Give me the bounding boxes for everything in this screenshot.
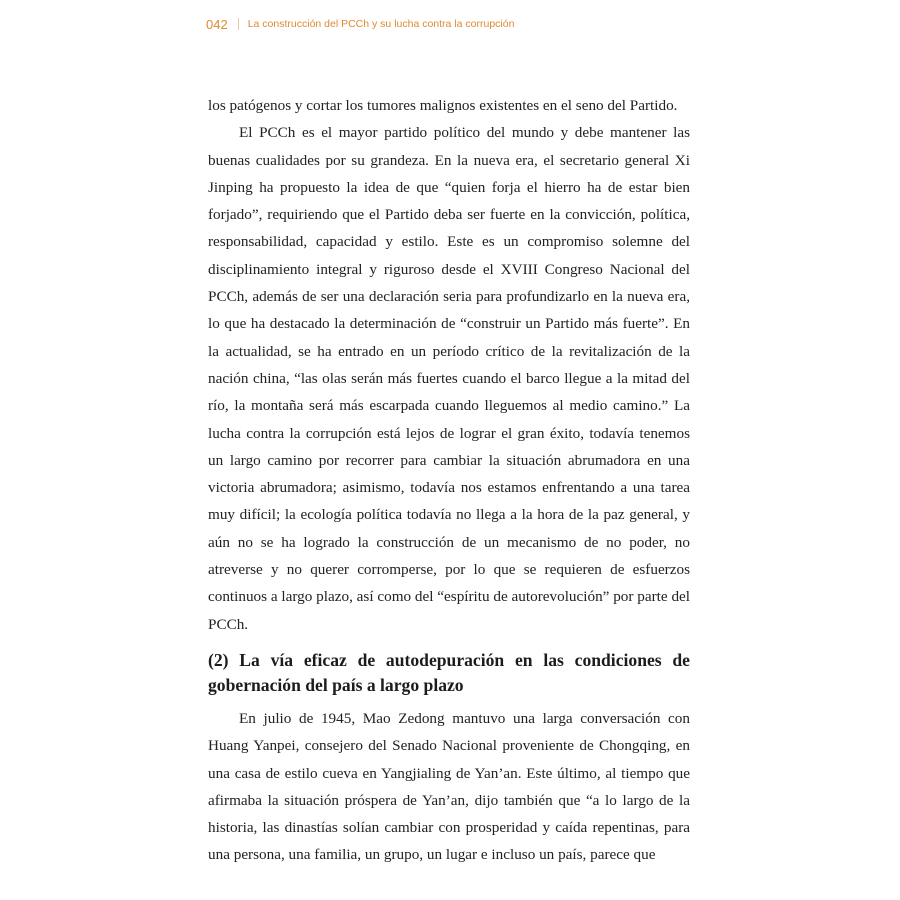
running-header [206,13,514,35]
body-text [208,92,690,869]
header-divider [238,18,239,30]
paragraph: El PCCh es el mayor partido político del mundo y debe mantener las buenas cualidades por su grandeza. En la nueva era, el secretario general Xi Jinping ha propuesto la idea de que “quien forja el hierro ha de estar bien forjado”, requiriendo que el Partido deba ser fuerte en la convicción, política, responsabilidad, capacidad y estilo. Este es un compromiso solemne del disciplinamiento integral y riguroso desde el XVIII Congreso Nacional del PCCh, además de ser una declaración seria para profundizarlo en la nueva era, lo que ha destacado la determinación de “construir un Partido más fuerte”. En la actualidad, se ha entrado en un período crítico de la revitalización de la nación china, “las olas serán más fuertes cuando el barco llegue a la mitad del río, la montaña será más escarpada cuando lleguemos al medio camino.” La lucha contra la corrupción está lejos de lograr el gran éxito, todavía tenemos un largo camino por recorrer para cambiar la situación abrumadora en una victoria abrumadora; asimismo, todavía nos estamos enfrentando a una tarea muy difícil; la ecología política todavía no llega a la hora de la paz general, y aún no se ha logrado la construcción de un mecanismo de no poder, no atreverse y no querer corromperse, por lo que se requieren de esfuerzos continuos a largo plazo, así como del “espíritu de autorevolución” por parte del PCCh. [208,124,690,633]
page-number: 042 [206,16,228,32]
paragraph-continued: los patógenos y cortar los tumores malignos existentes en el seno del Partido. [208,97,678,114]
section-heading: (2) La vía eficaz de autodepuración en las condiciones de gobernación del país a largo plazo [208,649,690,695]
paragraph: En julio de 1945, Mao Zedong mantuvo una larga conversación con Huang Yanpei, consejero del Senado Nacional proveniente de Chongqing, en una casa de estilo cueva en Yangjialing de Yan’an. Este último, al tiempo que afirmaba la situación próspera de Yan’an, dijo también que “a lo largo de la historia, las dinastías solían cambiar con prosperidad y caída repentinas, para una persona, una familia, un grupo, un lugar e incluso un país, parece que [208,709,690,864]
running-title: La construcción del PCCh y su lucha contra la corrupción [247,18,515,30]
